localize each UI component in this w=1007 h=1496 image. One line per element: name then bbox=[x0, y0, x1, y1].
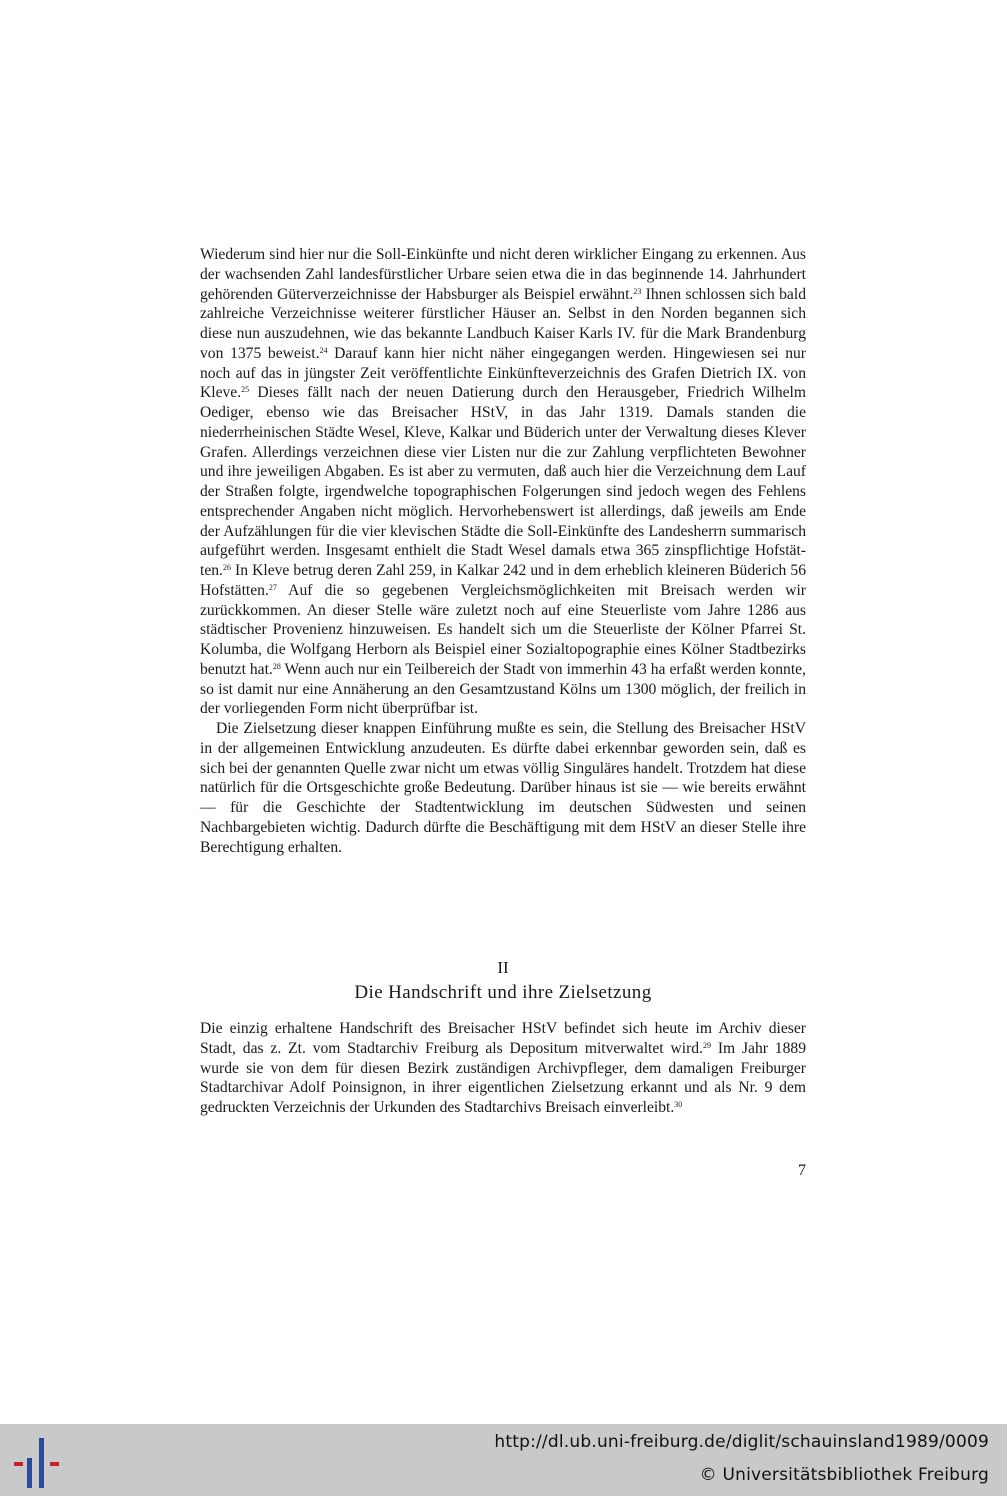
footnote-ref: 29 bbox=[702, 1040, 711, 1050]
section-title: Die Handschrift und ihre Zielsetzung bbox=[354, 982, 652, 1003]
permalink-url[interactable]: http://dl.ub.uni-freiburg.de/diglit/schauinsland1989/0009 bbox=[494, 1432, 989, 1452]
footnote-ref: 25 bbox=[241, 385, 250, 395]
body-text-section-1 bbox=[200, 245, 806, 857]
ub-freiburg-logo-icon bbox=[14, 1436, 64, 1490]
paragraph: Die Zielsetzung dieser knappen Einführung mußte es sein, die Stellung des Breisacher HStV in der allgemeinen Entwicklung anzudeuten. Es dürfte dabei erkennbar geworden sein, daß es sich bei der genannten Quelle zwar nicht um etwas völlig Singuläres handelt. Trotzdem hat diese natürlich für die Ortsgeschichte große Bedeutung. Darüber hinaus ist sie — wie bereits erwähnt — für die Geschichte der Stadtentwicklung im deutschen Südwesten und seinen Nachbargebieten wichtig. Dadurch dürfte die Beschäftigung mit dem HStV an dieser Stelle ihre Berechtigung erhalten. bbox=[200, 720, 806, 856]
footnote-ref: 30 bbox=[674, 1100, 683, 1109]
paragraph: Die einzig erhaltene Handschrift des Breisacher HStV befindet sich heute im Archiv dieser Stadt, das z. Zt. vom Stadtarchiv Freiburg als Depositum mitverwaltet wird.$^{29}$ Im Jahr 1889 wurde sie von dem für diesen Bezirk zuständigen Archivpfleger, dem damaligen Freiburger Stadtarchivar Adolf Poinsignon, in ihrer eigentlichen Zielsetzung erkannt und als Nr. 9 dem gedruckten Verzeichnis der Urkunden des Stadtarchivs Breisach einverleibt.$^{30}$ bbox=[200, 1020, 806, 1116]
footnote-ref: 24 bbox=[319, 345, 328, 355]
footnote-ref: 27 bbox=[268, 582, 277, 592]
paragraph: Wiederum sind hier nur die Soll-Einkünfte und nicht deren wirklicher Eingang zu erkennen. Aus der wachsenden Zahl landesfürstlicher Urbare seien etwa die in das beginnende 14. Jahrhundert gehörenden Güterverzeichnisse der Habsburger als Beispiel erwähnt.$^{23}$ Ihnen schlossen sich bald zahlreiche Verzeichnisse weiterer fürstlicher Häuser an. Selbst in den Norden begannen sich diese nun auszudehnen, wie das bekannte Landbuch Kaiser Karls IV. für die Mark Brandenburg von 1375 beweist.$^{24}$ Darauf kann hier nicht näher eingegangen werden. Hingewiesen sei nur noch auf das in jüngster Zeit veröffentlichte Einkünfteverzeichnis des Grafen Dietrich IX. von Kleve.$^{25}$ Dieses fällt nach der neuen Datierung durch den Herausgeber, Friedrich Wilhelm Oediger, ebenso wie das Breisacher HStV, in das Jahr 1319. Damals standen die niederrheinischen Städte Wesel, Kleve, Kalkar und Büderich unter der Verwaltung dieses Klever Grafen. Allerdings verzeichnen diese vier Listen nur die zur Zahlung verpflichteten Bewohner und ihre jeweiligen Abgaben. Es ist aber zu vermuten, daß auch hier die Verzeichnung dem Lauf der Straßen folgte, irgendwelche topographischen Folgerungen sind jedoch wegen des Fehlens entsprechender Angaben nicht möglich. Hervorhebenswert ist allerdings, daß jeweils am Ende der Aufzählungen für die vier klevischen Städte die Soll-Einkünfte des Landesherrn summarisch aufgeführt werden. Insgesamt enthielt die Stadt Wesel damals etwa 365 zinspflichtige Hofstätten.$^{26}$ In Kleve betrug deren Zahl 259, in Kalkar 242 und in dem erheblich kleineren Büderich 56 Hofstätten.$^{27}$ Auf die so gegebenen Vergleichsmöglichkeiten mit Breisach werden wir zurückkommen. An dieser Stelle wäre zuletzt noch auf eine Steuerliste vom Jahre 1286 aus städtischer Provenienz hinzuweisen. Es handelt sich um die Steuerliste der Kölner Pfarrei St. Kolumba, die Wolfgang Herborn als Beispiel einer Sozialtopographie eines Kölner Stadtbezirks benutzt hat.$^{28}$ Wenn auch nur ein Teilbereich der Stadt von immerhin 43 ha erfaßt werden konnte, so ist damit nur eine Annäherung an den Gesamtzustand Kölns um 1300 möglich, der freilich in der vorliegenden Form nicht überprüfbar ist. bbox=[200, 246, 806, 718]
section-number: II bbox=[497, 958, 509, 977]
copyright-notice: © Universitätsbibliothek Freiburg bbox=[699, 1465, 989, 1485]
page-number: 7 bbox=[798, 1162, 806, 1179]
footnote-ref: 23 bbox=[633, 286, 642, 296]
footer-bar bbox=[0, 1424, 1007, 1496]
body-text-section-2 bbox=[200, 1019, 806, 1118]
footnote-ref: 26 bbox=[222, 563, 231, 572]
footnote-ref: 28 bbox=[272, 661, 281, 671]
